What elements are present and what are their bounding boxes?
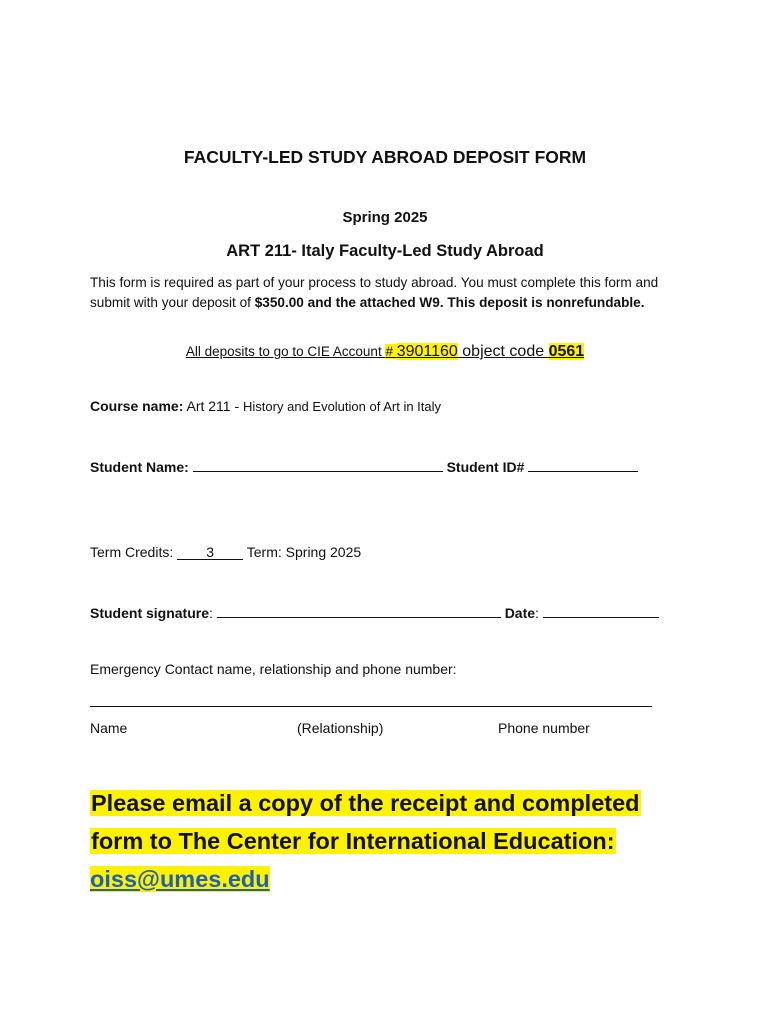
intro-deposit-terms: $350.00 and the attached W9. This deposit is nonrefundable. bbox=[254, 295, 645, 310]
term-label: Term: Spring 2025 bbox=[246, 544, 362, 560]
signature-colon: : bbox=[209, 605, 213, 621]
callout-line-1: Please email a copy of the receipt and completed bbox=[91, 790, 640, 816]
credits-row bbox=[90, 544, 361, 560]
email-callout bbox=[90, 784, 690, 898]
course-name-value: History and Evolution of Art in Italy bbox=[243, 399, 442, 414]
course-name-prefix: Art 211 - bbox=[183, 398, 244, 414]
date-label: Date bbox=[504, 605, 536, 621]
signature-field[interactable] bbox=[217, 603, 501, 618]
callout-line-2: form to The Center for International Education: bbox=[91, 828, 615, 854]
term-credits-label: Term Credits: bbox=[90, 544, 174, 560]
student-row bbox=[90, 457, 638, 475]
term-credits-value: 3 bbox=[206, 544, 215, 560]
deposit-prefix: All deposits to go to CIE Account bbox=[185, 344, 386, 359]
student-id-field[interactable] bbox=[528, 457, 638, 472]
email-link[interactable]: oiss@umes.edu bbox=[90, 866, 270, 892]
emergency-name-label: Name bbox=[90, 720, 128, 736]
form-title: FACULTY-LED STUDY ABROAD DEPOSIT FORM bbox=[183, 147, 587, 167]
term-credits-field[interactable] bbox=[177, 545, 243, 560]
intro-text: This form is required as part of your process to study abroad. You must complete this form and submit with your deposit of bbox=[90, 275, 659, 310]
object-code-label: object code bbox=[457, 343, 549, 360]
date-colon: : bbox=[535, 605, 539, 621]
date-field[interactable] bbox=[543, 603, 659, 618]
cie-account-number: 3901160 bbox=[396, 343, 458, 360]
student-name-label: Student Name: bbox=[90, 459, 189, 475]
emergency-relationship-label: (Relationship) bbox=[297, 720, 384, 736]
deposit-hash: # bbox=[385, 344, 397, 359]
emergency-contact-label: Emergency Contact name, relationship and phone number: bbox=[90, 661, 457, 677]
intro-paragraph bbox=[90, 273, 680, 313]
deposit-instructions bbox=[0, 343, 770, 361]
emergency-phone-label: Phone number bbox=[498, 720, 590, 736]
course-name-row bbox=[90, 398, 441, 414]
student-name-field[interactable] bbox=[193, 457, 443, 472]
signature-row bbox=[90, 603, 659, 621]
student-id-label: Student ID# bbox=[446, 459, 525, 475]
object-code-value: 0561 bbox=[548, 343, 585, 360]
term-heading: Spring 2025 bbox=[342, 209, 428, 226]
course-heading: ART 211- Italy Faculty-Led Study Abroad bbox=[226, 242, 544, 260]
course-name-label: Course name: bbox=[90, 398, 184, 414]
signature-label: Student signature bbox=[90, 605, 210, 621]
emergency-contact-field[interactable] bbox=[90, 706, 652, 707]
